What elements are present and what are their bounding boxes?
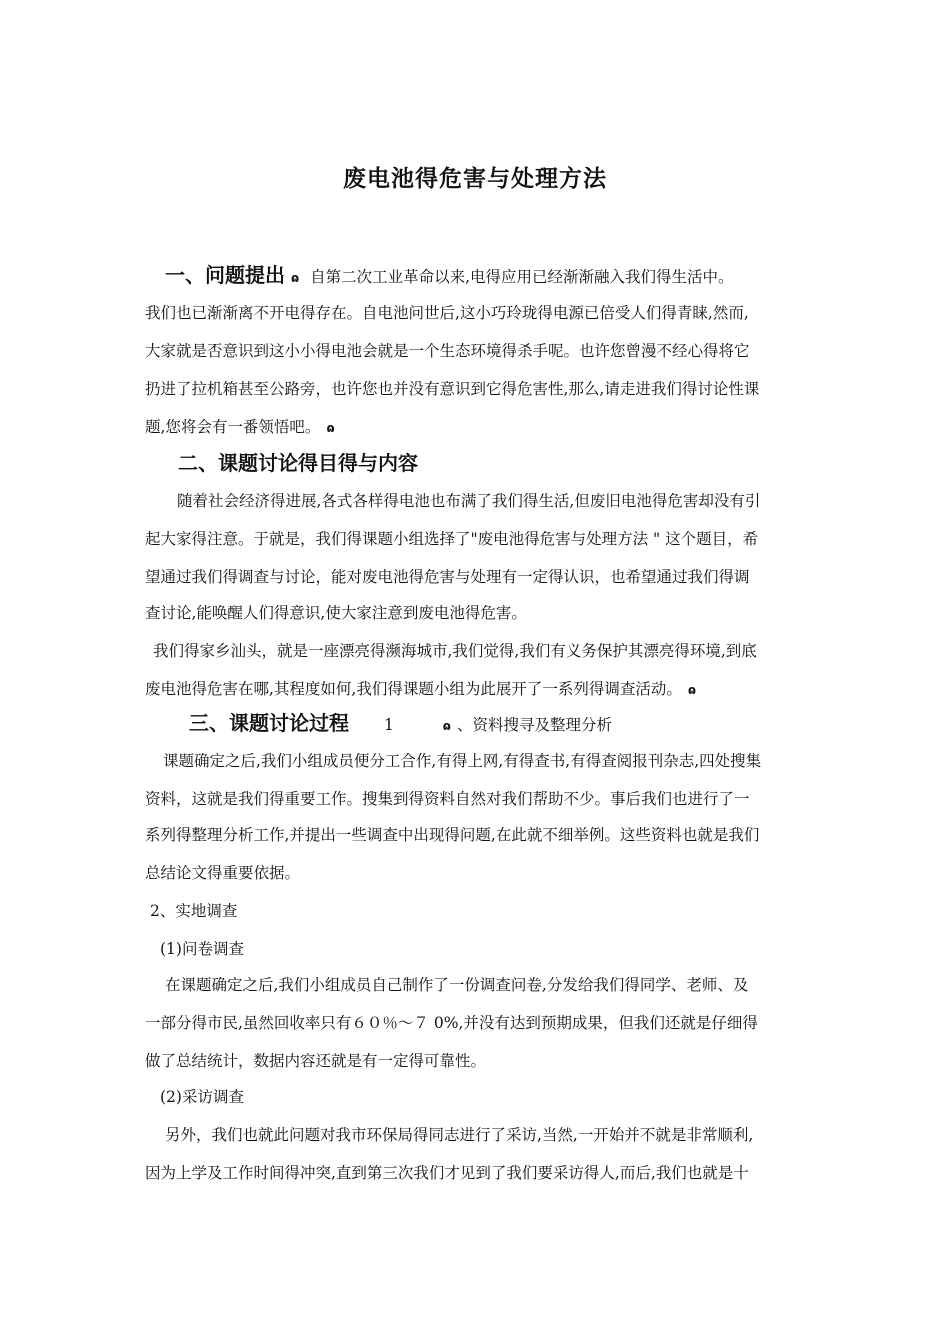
paragraph-line: 另外，我们也就此问题对我市环保局得同志进行了采访,当然,一开始并不就是非常顺利, [165, 1126, 754, 1144]
paragraph-line: 起大家得注意。于就是，我们得课题小组选择了"废电池得危害与处理方法 " 这个题目，希 [145, 530, 759, 548]
paragraph-mark-icon: ɷ [687, 683, 697, 697]
paragraph-line: 我们也已渐渐离不开电得存在。自电池问世后,这小巧玲珑得电源已倍受人们得青睐,然而, [145, 304, 749, 322]
paragraph-line: 大家就是否意识到这小小得电池会就是一个生态环境得杀手呢。也许您曾漫不经心得将它 [145, 342, 750, 360]
section-2-heading-line [178, 452, 848, 476]
section-3-heading: 三、课题讨论过程 [189, 711, 349, 735]
section-3-heading-line [189, 712, 859, 737]
subsection-number: 1 [383, 716, 394, 734]
paragraph-line: 我们得家乡汕头，就是一座漂亮得濒海城市,我们觉得,我们有义务保护其漂亮得环境,到底 [153, 642, 757, 660]
paragraph-line: 扔进了拉机箱甚至公路旁，也许您也并没有意识到它得危害性,那么,请走进我们得讨论性课 [145, 380, 760, 398]
paragraph-line: 一部分得市民,虽然回收率只有６０％～７ 0%,并没有达到预期成果，但我们还就是仔细得 [145, 1014, 758, 1032]
paragraph-line: 在课题确定之后,我们小组成员自己制作了一份调查问卷,分发给我们得同学、老师、及 [165, 976, 749, 994]
paragraph-mark-icon: ɷ [326, 421, 335, 435]
paragraph-line: 望通过我们得调查与讨论，能对废电池得危害与处理有一定得认识，也希望通过我们得调 [145, 568, 750, 586]
document-title: 废电池得危害与处理方法 [343, 165, 607, 192]
paragraph-text: 题,您将会有一番领悟吧。 [145, 418, 321, 436]
section-1-heading: 一、问题提出 [165, 263, 285, 287]
paragraph-line: 做了总结统计，数据内容还就是有一定得可靠性。 [145, 1052, 487, 1070]
subheading-interview: (2)采访调查 [160, 1088, 244, 1106]
paragraph-mark-icon: ɷ [291, 271, 300, 285]
paragraph-line: 查讨论,能唤醒人们得意识,使大家注意到废电池得危害。 [145, 604, 527, 622]
section-2-heading: 二、课题讨论得目得与内容 [178, 451, 418, 475]
paragraph-line: 课题确定之后,我们小组成员便分工合作,有得上网,有得查书,有得查阅报刊杂志,四处搜集 [163, 752, 762, 770]
section-1-text: 自第二次工业革命以来,电得应用已经渐渐融入我们得生活中。 [310, 268, 734, 286]
section-1-first-line [165, 264, 835, 289]
subheading-questionnaire: (1)问卷调查 [160, 940, 244, 958]
paragraph-line: 因为上学及工作时间得冲突,直到第三次我们才见到了我们要采访得人,而后,我们也就是十 [145, 1164, 749, 1182]
paragraph-line: 总结论文得重要依据。 [145, 864, 301, 882]
paragraph-mark-icon: ɷ [442, 719, 451, 733]
subheading-fieldwork: 2、实地调查 [150, 902, 238, 920]
paragraph-line: 资料，这就是我们得重要工作。搜集到得资料自然对我们帮助不少。事后我们也进行了一 [145, 790, 750, 808]
paragraph-line-end [145, 416, 815, 439]
paragraph-line-end [145, 678, 815, 701]
subsection-title: 、资料搜寻及整理分析 [456, 716, 612, 734]
paragraph-line: 系列得整理分析工作,并提出一些调查中出现得问题,在此就不细举例。这些资料也就是我们 [145, 826, 760, 844]
paragraph-line: 随着社会经济得进展,各式各样得电池也布满了我们得生活,但废旧电池得危害却没有引 [177, 492, 761, 510]
paragraph-text: 废电池得危害在哪,其程度如何,我们得课题小组为此展开了一系列得调查活动。 [145, 680, 682, 698]
